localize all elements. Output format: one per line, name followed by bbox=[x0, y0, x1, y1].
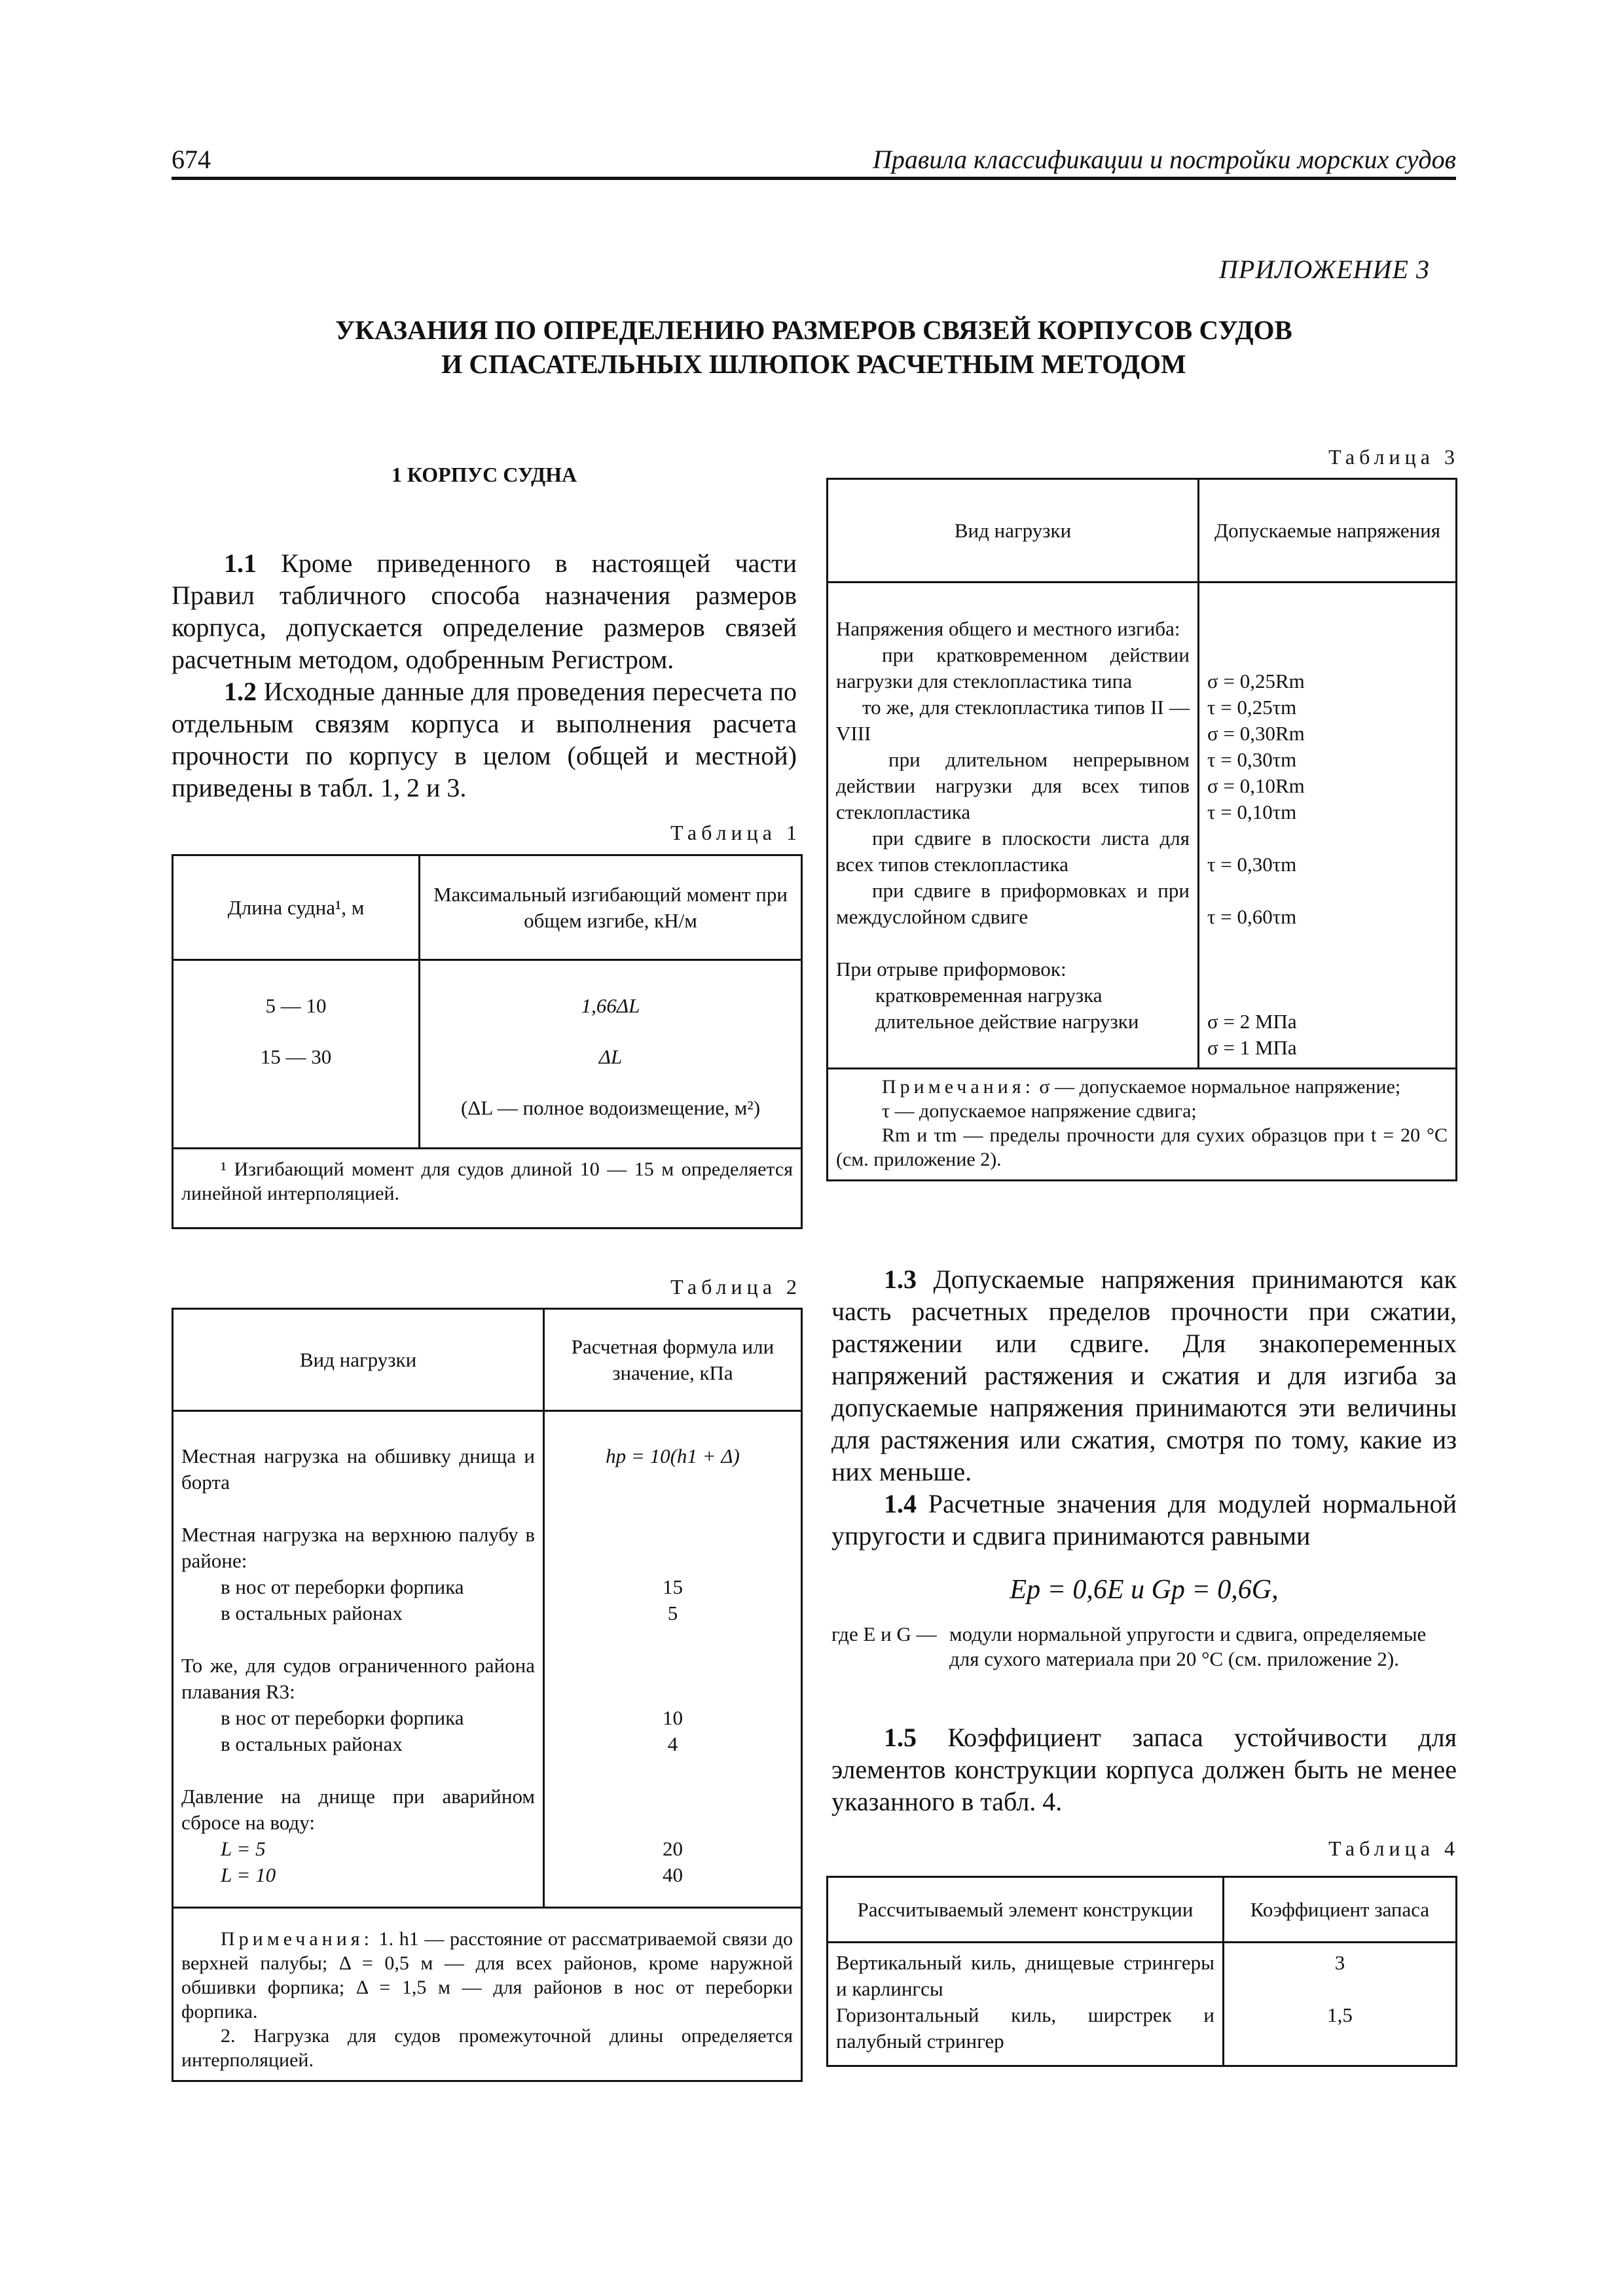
running-title: Правила классификации и постройки морских судов bbox=[872, 145, 1456, 174]
table2-value: 20 bbox=[663, 1837, 683, 1860]
table4-cell: 1,5 bbox=[1327, 2003, 1353, 2026]
para-num: 1.5 bbox=[884, 1723, 917, 1752]
paragraphs-right bbox=[831, 1263, 1457, 1552]
modulus-formula: Ep = 0,6E и Gp = 0,6G, bbox=[1010, 1575, 1279, 1605]
table3-note-3: Rm и τm — пределы прочности для сухих образцов при t = 20 °С (см. приложение 2). bbox=[836, 1124, 1448, 1170]
table2-note-2: 2. Нагрузка для судов промежуточной длины определяется интерполяцией. bbox=[181, 2025, 793, 2071]
table4-header-factor: Коэффициент запаса bbox=[1224, 1877, 1457, 1943]
table2-value: 10 bbox=[663, 1706, 683, 1729]
table2-value: hp = 10(h1 + Δ) bbox=[606, 1444, 740, 1467]
table3-label: кратковременная нагрузка bbox=[875, 984, 1103, 1007]
table2-label: в остальных районах bbox=[221, 1732, 403, 1755]
where-text: модули нормальной упругости и сдвига, определяемые для сухого материала при 20 °С (см. приложение 2). bbox=[949, 1623, 1427, 1670]
table4-elements bbox=[828, 1943, 1224, 2066]
table3-value: τ = 0,10τm bbox=[1207, 800, 1297, 823]
table2-value: 40 bbox=[663, 1863, 683, 1886]
table2-values bbox=[544, 1411, 802, 1908]
notes-title: Примечания: bbox=[882, 1076, 1034, 1098]
table1-lengths bbox=[173, 960, 420, 1149]
title-line-2: И СПАСАТЕЛЬНЫХ ШЛЮПОК РАСЧЕТНЫМ МЕТОДОМ bbox=[441, 349, 1186, 379]
table1 bbox=[172, 854, 803, 1229]
table3-value: σ = 2 МПа bbox=[1207, 1010, 1297, 1033]
table1-moments bbox=[420, 960, 802, 1149]
table2-label: в нос от переборки форпика bbox=[221, 1575, 464, 1598]
table3-note-1 bbox=[836, 1075, 1448, 1099]
table4-caption: Таблица 4 bbox=[1328, 1837, 1459, 1860]
table2-header-value: Расчетная формула или значение, кПа bbox=[544, 1309, 802, 1411]
table3-label: длительное действие нагрузки bbox=[875, 1010, 1139, 1033]
table3-notes bbox=[828, 1069, 1457, 1181]
table4-factors bbox=[1224, 1943, 1457, 2066]
spacer bbox=[181, 1626, 535, 1653]
table3-header-load: Вид нагрузки bbox=[828, 479, 1199, 583]
table3-label: при кратковременном действии нагрузки для стеклопластика типа bbox=[836, 643, 1190, 692]
main-title bbox=[172, 313, 1456, 381]
table3-label: При отрыве приформовок: bbox=[836, 958, 1067, 980]
title-line-1: УКАЗАНИЯ ПО ОПРЕДЕЛЕНИЮ РАЗМЕРОВ СВЯЗЕЙ КОРПУСОВ СУДОВ bbox=[335, 315, 1292, 345]
notes-title: Примечания: bbox=[221, 1928, 373, 1950]
table3-value: τ = 0,30τm bbox=[1207, 853, 1297, 876]
para-text: Исходные данные для проведения пересчета по отдельным связям корпуса и выполнения расчета прочности по корпусу в целом (общей и местной) приведены в табл. 1, 2 и 3. bbox=[172, 677, 797, 802]
table2-value: 4 bbox=[667, 1732, 678, 1755]
table2-labels bbox=[173, 1411, 544, 1908]
table1-extra: (ΔL — полное водоизмещение, м²) bbox=[460, 1096, 761, 1119]
para-text: Допускаемые напряжения принимаются как часть расчетных пределов прочности при сжатии, растяжении или сдвиге. Для знакопеременных напряжений растяжения и сжатия и для изгиба за допускаемые напряжения принимаются эти величины для растяжения или сжатия, смотря по тому, какие из них меньше. bbox=[831, 1265, 1457, 1486]
table3-value: σ = 0,25Rm bbox=[1207, 670, 1305, 692]
section-heading: 1 КОРПУС СУДНА bbox=[391, 463, 577, 486]
table2-note-1 bbox=[181, 1927, 793, 2024]
table2-value: 15 bbox=[663, 1575, 683, 1598]
note-text: σ — допускаемое нормальное напряжение; bbox=[1034, 1076, 1401, 1098]
table2-label: L = 10 bbox=[221, 1863, 276, 1886]
table1-cell: ΔL bbox=[598, 1045, 623, 1068]
table2-label: То же, для судов ограниченного района плавания R3: bbox=[181, 1654, 535, 1703]
table3-label: при сдвиге в плоскости листа для всех типов стеклопластика bbox=[836, 827, 1190, 876]
para-text: Кроме приведенного в настоящей части Правил табличного способа назначения размеров корпуса, допускается определение размеров связей расчетным методом, одобренным Регистром. bbox=[172, 548, 797, 674]
table3-labels bbox=[828, 583, 1199, 1069]
paragraph-1-4 bbox=[831, 1488, 1457, 1552]
spacer bbox=[1207, 878, 1448, 904]
table3-label: Напряжения общего и местного изгиба: bbox=[836, 617, 1180, 640]
table1-cell: 1,66ΔL bbox=[581, 994, 640, 1017]
table2-header-load: Вид нагрузки bbox=[173, 1309, 544, 1411]
paragraph-1-5 bbox=[831, 1721, 1457, 1818]
table3-header-stress: Допускаемые напряжения bbox=[1199, 479, 1457, 583]
table3-value: τ = 0,30τm bbox=[1207, 748, 1297, 771]
table2-value: 5 bbox=[667, 1602, 678, 1624]
table1-header-moment: Максимальный изгибающий момент при общем изгибе, кН/м bbox=[420, 855, 802, 960]
spacer bbox=[1207, 930, 1448, 1009]
table1-cell: 5 — 10 bbox=[265, 994, 327, 1017]
table3-value: τ = 0,60τm bbox=[1207, 905, 1297, 928]
spacer bbox=[1232, 1976, 1448, 2002]
table2-notes bbox=[173, 1908, 802, 2081]
spacer bbox=[553, 1469, 793, 1574]
table2-label: Местная нагрузка на верхнюю палубу в районе: bbox=[181, 1523, 535, 1572]
para-num: 1.4 bbox=[884, 1489, 917, 1518]
table4 bbox=[826, 1876, 1457, 2067]
table3-note-2: τ — допускаемое напряжение сдвига; bbox=[882, 1100, 1197, 1122]
table3-values bbox=[1199, 583, 1457, 1069]
spacer bbox=[181, 1496, 535, 1522]
para-text: Расчетные значения для модулей нормальной упругости и сдвига принимаются равными bbox=[831, 1489, 1457, 1551]
where-lead: где E и G — bbox=[831, 1623, 937, 1645]
table2-label: в остальных районах bbox=[221, 1602, 403, 1624]
spacer bbox=[1207, 616, 1448, 668]
paragraph-right-2 bbox=[831, 1721, 1457, 1818]
para-num: 1.1 bbox=[224, 548, 257, 578]
table3 bbox=[826, 478, 1457, 1181]
table4-header-element: Рассчитываемый элемент конструкции bbox=[828, 1877, 1224, 1943]
table4-cell: Горизонтальный киль, ширстрек и палубный стрингер bbox=[836, 2003, 1214, 2053]
table3-label: при сдвиге в приформовках и при междуслойном сдвиге bbox=[836, 879, 1190, 928]
table2 bbox=[172, 1308, 803, 2082]
spacer bbox=[836, 930, 1190, 956]
table1-cell: 15 — 30 bbox=[260, 1045, 332, 1068]
table3-value: σ = 0,30Rm bbox=[1207, 722, 1305, 745]
table1-header-length: Длина судна¹, м bbox=[173, 855, 420, 960]
table3-caption: Таблица 3 bbox=[1328, 445, 1459, 469]
table1-footnote: ¹ Изгибающий момент для судов длиной 10 — 15 м определяется линейной интерполяцией. bbox=[173, 1149, 802, 1229]
table1-caption: Таблица 1 bbox=[670, 821, 801, 844]
appendix-label: ПРИЛОЖЕНИЕ 3 bbox=[1219, 255, 1430, 284]
table2-caption: Таблица 2 bbox=[670, 1275, 801, 1299]
spacer bbox=[553, 1757, 793, 1836]
paragraphs-left bbox=[172, 547, 797, 804]
table2-label: Давление на днище при аварийном сбросе на воду: bbox=[181, 1785, 535, 1834]
para-num: 1.2 bbox=[224, 677, 257, 706]
table2-label: Местная нагрузка на обшивку днища и борта bbox=[181, 1444, 535, 1494]
para-num: 1.3 bbox=[884, 1265, 917, 1294]
table3-value: τ = 0,25τm bbox=[1207, 696, 1297, 719]
table3-label: то же, для стеклопластика типов II — VIII bbox=[836, 696, 1190, 745]
paragraph-1-3 bbox=[831, 1263, 1457, 1488]
table4-cell: Вертикальный киль, днищевые стрингеры и карлингсы bbox=[836, 1951, 1214, 2000]
table2-label: в нос от переборки форпика bbox=[221, 1706, 464, 1729]
table4-cell: 3 bbox=[1334, 1951, 1345, 1974]
page-number: 674 bbox=[172, 145, 211, 174]
spacer bbox=[181, 1757, 535, 1784]
table3-value: σ = 0,10Rm bbox=[1207, 774, 1305, 797]
table3-label: при длительном непрерывном действии нагрузки для всех типов стеклопластика bbox=[836, 748, 1190, 823]
paragraph-1-2 bbox=[172, 675, 797, 804]
note-text: 1. h1 — расстояние от рассматриваемой связи до верхней палубы; Δ = 0,5 м — для всех районов, кроме наружной обшивки форпика; Δ = 1,5 м — для районов в нос от переборки форпика. bbox=[181, 1928, 793, 2022]
spacer bbox=[1207, 825, 1448, 852]
formula-explanation bbox=[831, 1622, 1457, 1672]
header-rule bbox=[172, 177, 1456, 180]
where-row bbox=[831, 1622, 1457, 1672]
table3-value: σ = 1 МПа bbox=[1207, 1036, 1297, 1059]
para-text: Коэффициент запаса устойчивости для элементов конструкции корпуса должен быть не менее указанного в табл. 4. bbox=[831, 1723, 1457, 1816]
spacer bbox=[553, 1626, 793, 1705]
paragraph-1-1 bbox=[172, 547, 797, 675]
table2-label: L = 5 bbox=[221, 1837, 266, 1860]
